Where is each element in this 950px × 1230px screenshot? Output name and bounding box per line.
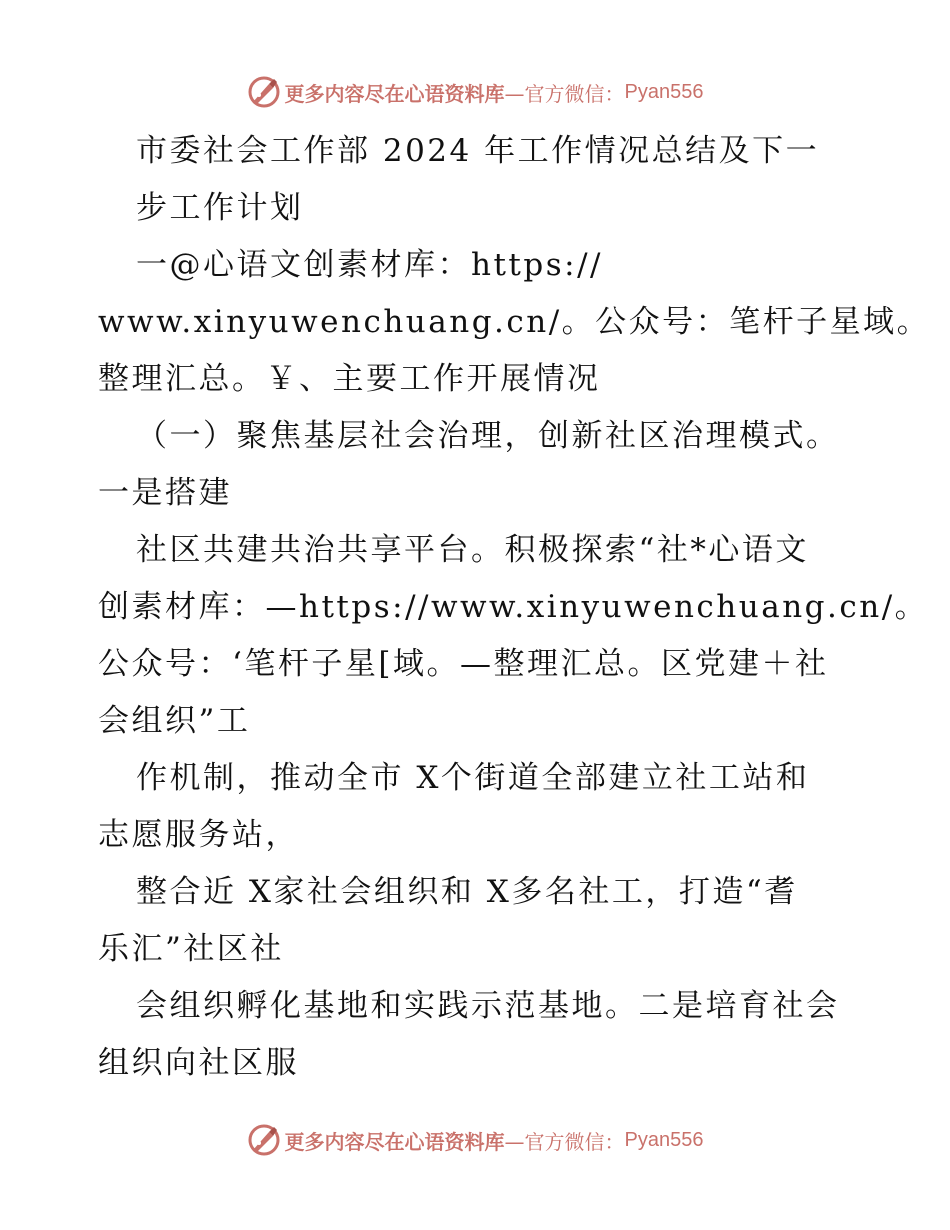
header-banner — [0, 72, 950, 112]
title-line-1: 市委社会工作部 2024 年工作情况总结及下一 — [136, 133, 820, 169]
body-line: www.xinyuwenchuang.cn/。公众号：笔杆子星域。 — [98, 304, 931, 340]
header-banner-separator: —官方微信： — [504, 81, 625, 106]
body-line: 整理汇总。￥、主要工作开展情况 — [98, 361, 601, 397]
body-line: 整合近 X家社会组织和 X多名社工，打造“耆 — [136, 874, 798, 910]
footer-banner-text: 更多内容尽在心语资料库 — [284, 1129, 505, 1154]
footer-banner — [0, 1120, 950, 1160]
body-line: 社区共建共治共享平台。积极探索“社*心语文 — [136, 532, 809, 568]
pen-logo-icon — [247, 75, 281, 109]
body-line: （一）聚焦基层社会治理，创新社区治理模式。 — [136, 418, 840, 454]
body-line: 会组织孵化基地和实践示范基地。二是培育社会 — [136, 988, 840, 1024]
footer-banner-separator: —官方微信： — [504, 1129, 625, 1154]
header-banner-wechat-id: Pyan556 — [624, 80, 704, 103]
body-line: 一@心语文创素材库：https:// — [136, 247, 603, 283]
body-line: 志愿服务站， — [98, 817, 299, 853]
header-banner-text: 更多内容尽在心语资料库 — [284, 81, 505, 106]
body-line: 乐汇”社区社 — [98, 931, 284, 967]
body-line: 一是搭建 — [98, 475, 232, 511]
pen-logo-icon — [247, 1123, 281, 1157]
footer-banner-wechat-id: Pyan556 — [624, 1128, 704, 1151]
title-line-2: 步工作计划 — [136, 190, 304, 226]
body-line: 会组织”工 — [98, 703, 251, 739]
body-line: 组织向社区服 — [98, 1045, 299, 1081]
body-line: 创素材库：—https://www.xinyuwenchuang.cn/。 — [98, 589, 929, 625]
body-line: 作机制，推动全市 X个街道全部建立社工站和 — [136, 760, 810, 796]
body-line: 公众号：‘笔杆子星[域。—整理汇总。区党建＋社 — [98, 646, 829, 682]
document-body — [98, 123, 931, 1092]
